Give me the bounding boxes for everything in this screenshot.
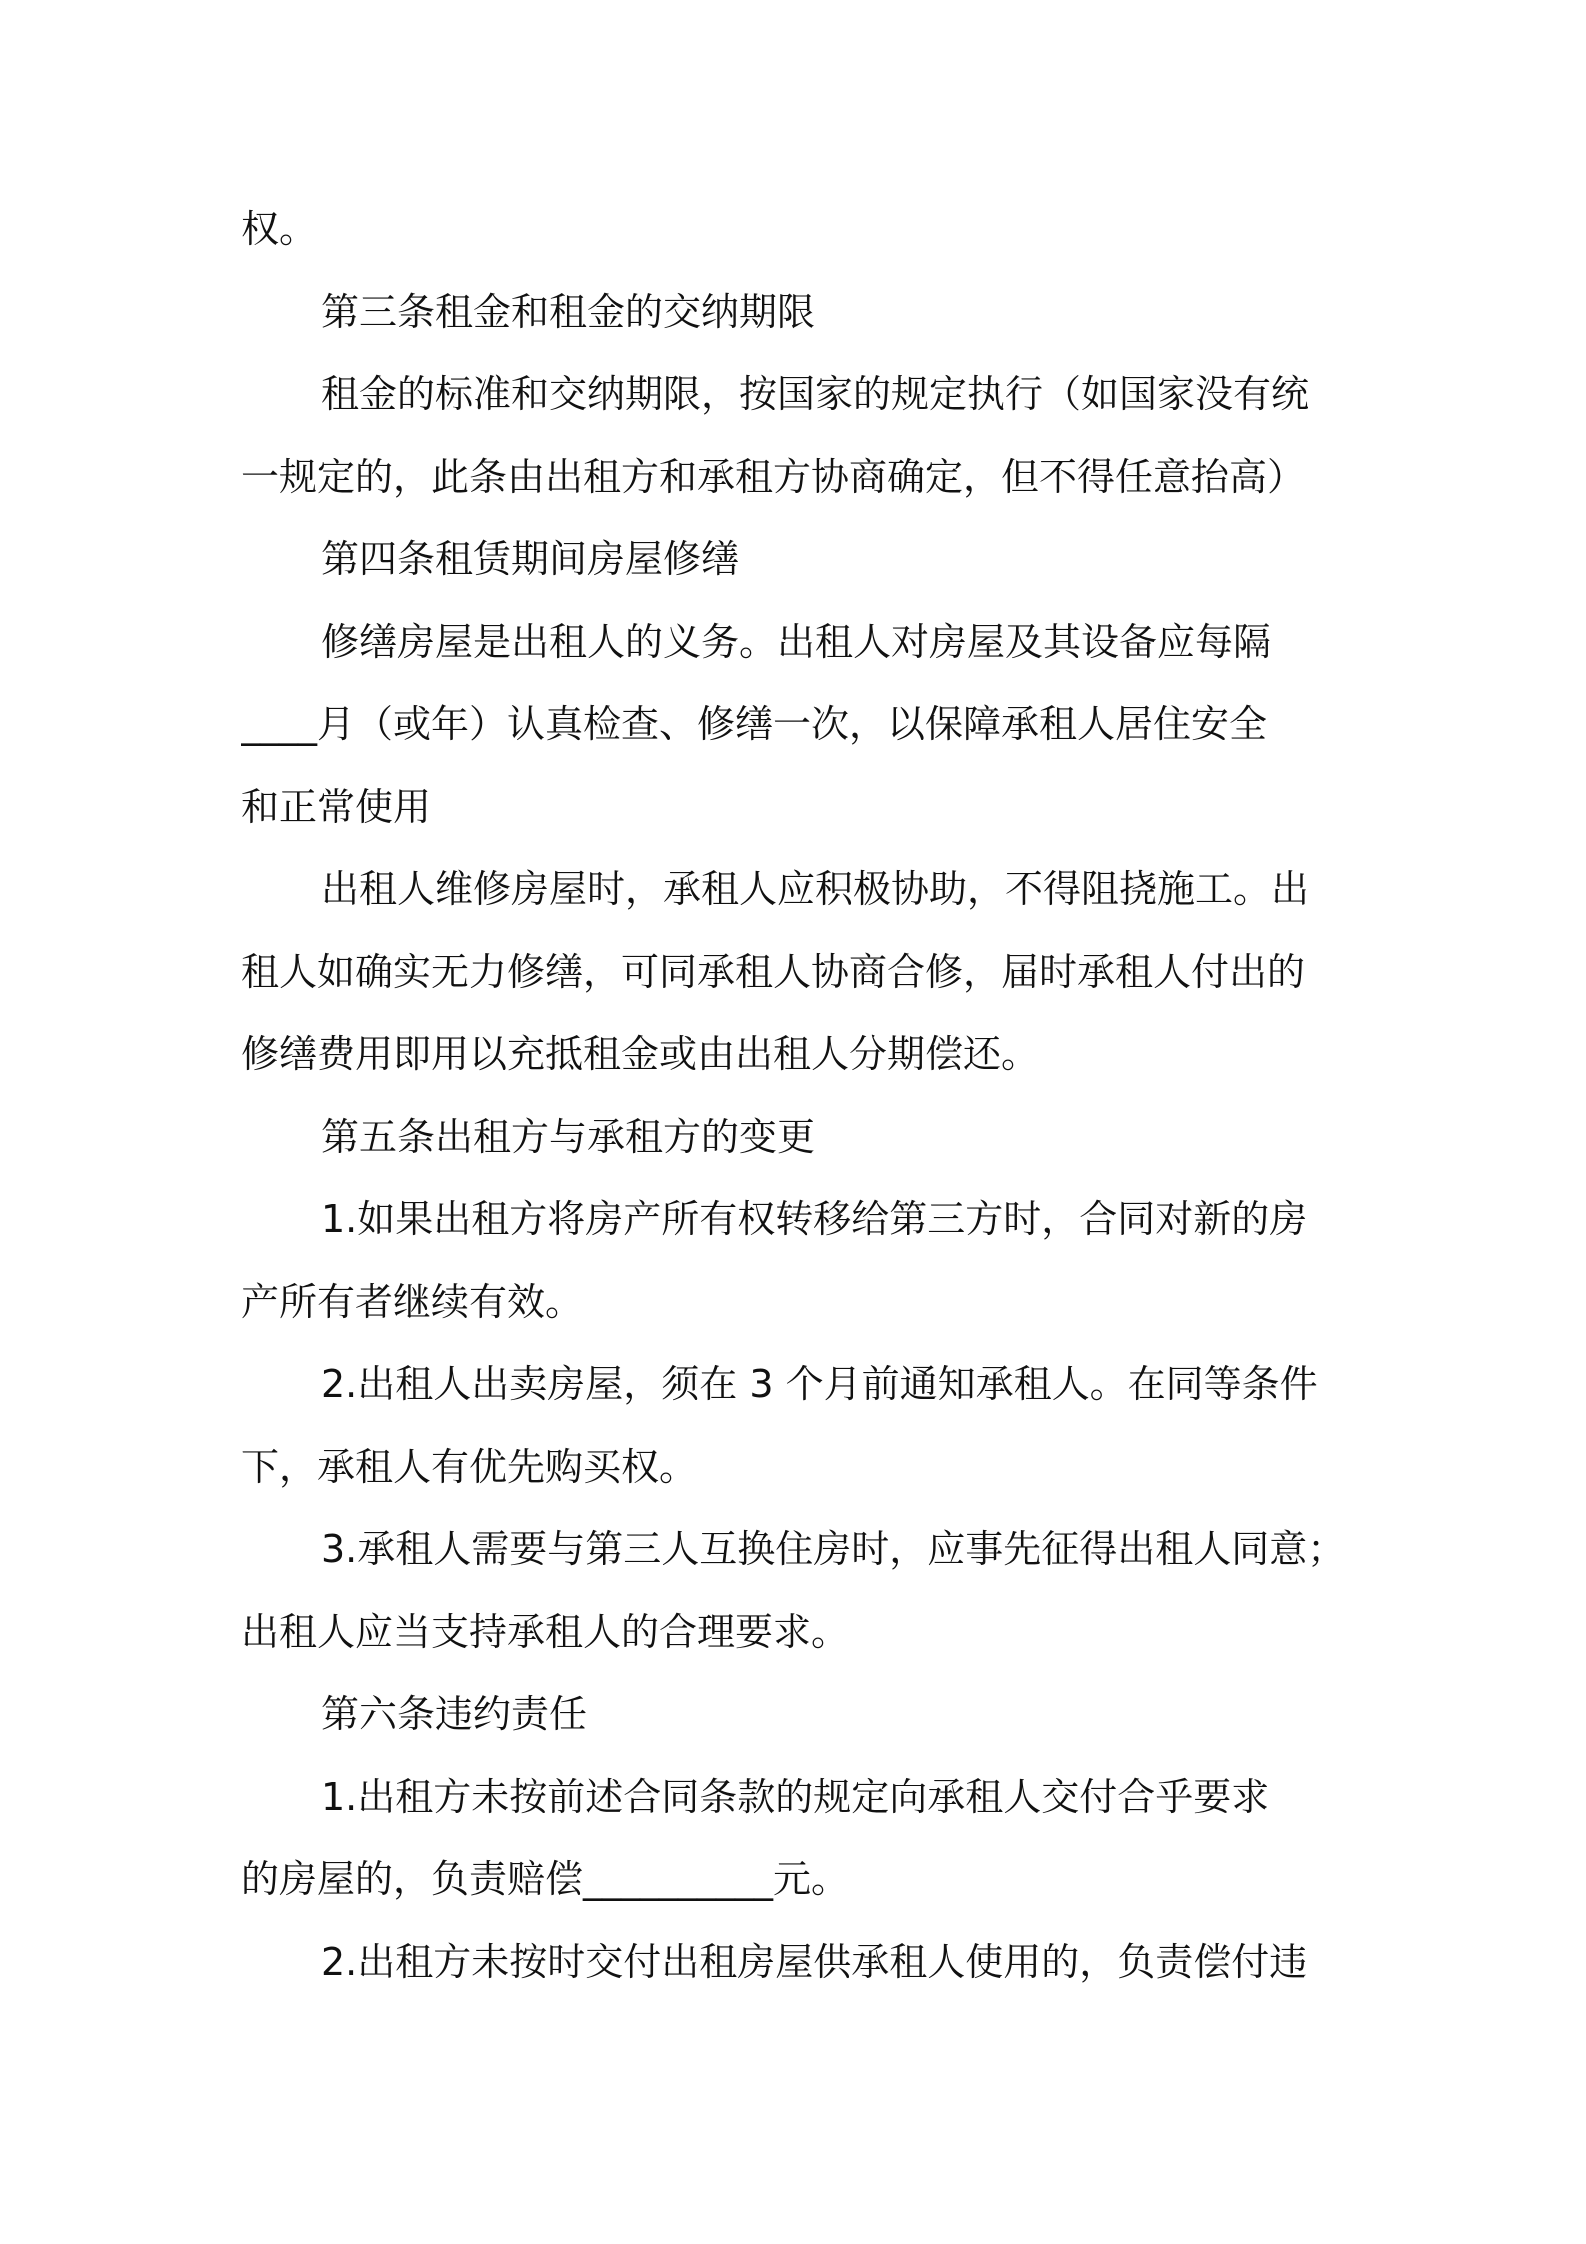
- text-line: 租金的标准和交纳期限，按国家的规定执行（如国家没有统: [321, 372, 1310, 416]
- text-line: 一规定的，此条由出租方和承租方协商确定，但不得任意抬高）: [241, 454, 1306, 499]
- text-line: 权。: [241, 207, 318, 251]
- text-line: 出租人应当支持承租人的合理要求。: [241, 1609, 850, 1654]
- section-heading: 第五条出租方与承租方的变更: [321, 1114, 816, 1159]
- text-line: 产所有者继续有效。: [241, 1279, 584, 1324]
- text-line: 的房屋的，负责赔偿__________元。: [241, 1857, 850, 1901]
- text-line: 1.出租方未按前述合同条款的规定向承租人交付合乎要求: [321, 1774, 1270, 1819]
- section-heading: 第六条违约责任: [321, 1692, 588, 1736]
- text-line: 租人如确实无力修缮，可同承租人协商合修，届时承租人付出的: [241, 949, 1306, 994]
- contract-body: [241, 188, 1361, 2003]
- text-line: 2.出租方未按时交付出租房屋供承租人使用的，负责偿付违: [321, 1939, 1308, 1984]
- text-line: 1.如果出租方将房产所有权转移给第三方时，合同对新的房: [321, 1197, 1308, 1241]
- text-line: ____月（或年）认真检查、修缮一次，以保障承租人居住安全: [241, 702, 1268, 746]
- text-line: 修缮费用即用以充抵租金或由出租人分期偿还。: [241, 1032, 1040, 1076]
- text-line: 3.承租人需要与第三人互换住房时，应事先征得出租人同意；: [321, 1527, 1346, 1571]
- text-line: 出租人维修房屋时，承租人应积极协助，不得阻挠施工。出: [321, 867, 1310, 911]
- text-line: 修缮房屋是出租人的义务。出租人对房屋及其设备应每隔: [321, 619, 1272, 664]
- text-line: 下，承租人有优先购买权。: [241, 1444, 698, 1489]
- text-line: 和正常使用: [241, 784, 432, 829]
- section-heading: 第四条租赁期间房屋修缮: [321, 537, 740, 581]
- text-line: 2.出租人出卖房屋，须在 3 个月前通知承租人。在同等条件: [321, 1362, 1318, 1406]
- section-heading: 第三条租金和租金的交纳期限: [321, 289, 816, 334]
